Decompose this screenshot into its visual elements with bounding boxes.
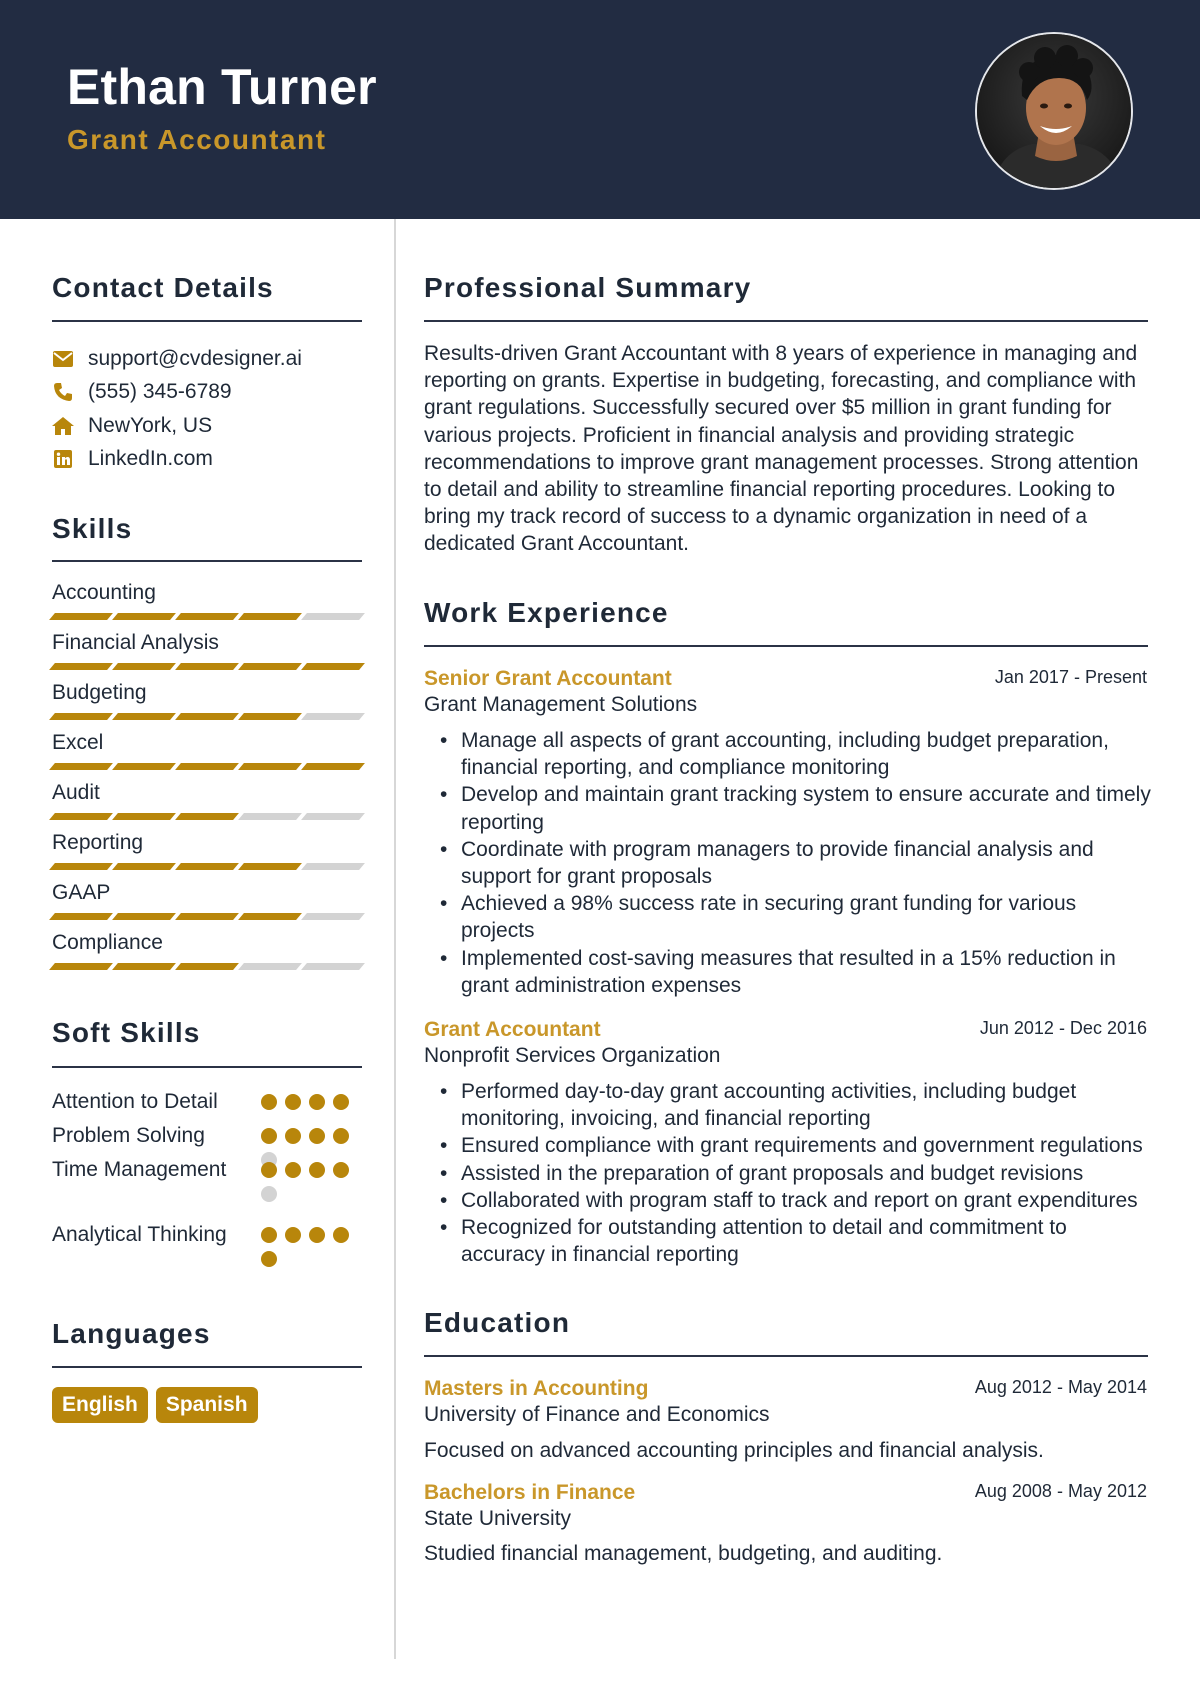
job-title: Grant Accountant xyxy=(424,1018,601,1041)
education-degree: Bachelors in Finance xyxy=(424,1481,636,1504)
skills-heading: Skills xyxy=(52,513,133,544)
job-dates: Jun 2012 - Dec 2016 xyxy=(979,1018,1147,1038)
home-icon xyxy=(52,415,74,437)
contact-heading: Contact Details xyxy=(52,272,274,303)
skill-level-segment xyxy=(49,613,113,620)
job-bullet: • Collaborated with program staff to track and report on grant expenditures xyxy=(440,1187,1152,1214)
skill-level-segment xyxy=(112,913,176,920)
languages-rule xyxy=(52,1366,362,1368)
summary-heading: Professional Summary xyxy=(424,272,752,303)
avatar xyxy=(975,32,1133,190)
resume-header xyxy=(0,0,1200,219)
language-badge: Spanish xyxy=(156,1387,258,1423)
skill-item xyxy=(52,681,362,705)
skill-level-segment xyxy=(175,663,239,670)
skill-item xyxy=(52,781,362,805)
contact-location xyxy=(52,414,212,438)
contact-email-text: support@cvdesigner.ai xyxy=(88,347,302,370)
job-bullet: • Ensured compliance with grant requirements and government regulations xyxy=(440,1132,1152,1159)
skill-level-segment xyxy=(175,763,239,770)
education-school: University of Finance and Economics xyxy=(424,1403,770,1426)
skill-level-segment xyxy=(175,913,239,920)
skill-level-segment xyxy=(301,613,365,620)
linkedin-icon xyxy=(52,448,74,470)
experience-rule xyxy=(424,645,1148,647)
job-bullet: • Manage all aspects of grant accounting, including budget preparation, financial reporting, and compliance monitoring xyxy=(440,727,1152,781)
skill-level-segment xyxy=(49,863,113,870)
skill-level-segment xyxy=(238,813,302,820)
skill-level-bars xyxy=(52,613,362,620)
soft-skill-label: Time Management xyxy=(52,1158,227,1181)
skill-level-segment xyxy=(112,713,176,720)
soft-skill-level-dot xyxy=(333,1162,349,1178)
soft-skill-item xyxy=(52,1221,362,1248)
soft-skill-level-dot xyxy=(333,1128,349,1144)
skill-level-segment xyxy=(175,613,239,620)
soft-skill-level-dot xyxy=(333,1094,349,1110)
skill-level-segment xyxy=(175,713,239,720)
skill-level-segment xyxy=(112,963,176,970)
skill-level-bars xyxy=(52,713,362,720)
skill-item xyxy=(52,831,362,855)
languages-list xyxy=(52,1387,258,1423)
skill-label: Excel xyxy=(52,731,104,754)
contact-location-text: NewYork, US xyxy=(88,414,213,437)
education-school: State University xyxy=(424,1507,572,1530)
skill-level-segment xyxy=(112,663,176,670)
soft-skill-level-dot xyxy=(261,1094,277,1110)
skill-level-segment xyxy=(238,613,302,620)
soft-skill-level-dot xyxy=(309,1162,325,1178)
soft-skill-level-dots xyxy=(261,1094,351,1110)
education-note: Focused on advanced accounting principles and financial analysis. xyxy=(424,1439,1044,1462)
soft-skill-level-dot xyxy=(309,1227,325,1243)
skill-level-segment xyxy=(238,663,302,670)
soft-skill-level-dots xyxy=(261,1227,351,1267)
skill-level-segment xyxy=(49,963,113,970)
soft-skill-label: Analytical Thinking xyxy=(52,1223,227,1246)
soft-skill-level-dot xyxy=(261,1227,277,1243)
skill-level-bars xyxy=(52,663,362,670)
skill-level-segment xyxy=(49,763,113,770)
soft-skill-level-dot xyxy=(285,1128,301,1144)
candidate-title: Grant Accountant xyxy=(67,124,327,155)
job-organization: Grant Management Solutions xyxy=(424,693,698,716)
skill-level-segment xyxy=(175,963,239,970)
skill-level-segment xyxy=(301,713,365,720)
skill-level-bars xyxy=(52,763,362,770)
education-degree: Masters in Accounting xyxy=(424,1377,649,1400)
job-bullets xyxy=(440,1078,1152,1268)
soft-skill-label: Attention to Detail xyxy=(52,1090,218,1113)
contact-rule xyxy=(52,320,362,322)
candidate-name: Ethan Turner xyxy=(67,59,377,115)
languages-heading: Languages xyxy=(52,1318,211,1349)
soft-skill-level-dot xyxy=(285,1094,301,1110)
skill-item xyxy=(52,881,362,905)
skill-level-bars xyxy=(52,863,362,870)
job-bullets xyxy=(440,727,1152,999)
education-note: Studied financial management, budgeting, and auditing. xyxy=(424,1542,943,1565)
education-dates: Aug 2008 - May 2012 xyxy=(974,1481,1147,1501)
skill-level-segment xyxy=(238,863,302,870)
skill-level-segment xyxy=(112,763,176,770)
skill-level-segment xyxy=(301,963,365,970)
contact-email[interactable] xyxy=(52,347,302,371)
skill-level-segment xyxy=(301,863,365,870)
skill-level-segment xyxy=(301,913,365,920)
education-dates: Aug 2012 - May 2014 xyxy=(974,1377,1147,1397)
soft-skill-item xyxy=(52,1088,362,1115)
skill-level-segment xyxy=(112,813,176,820)
skill-level-segment xyxy=(112,613,176,620)
soft-skill-level-dot xyxy=(309,1094,325,1110)
skill-label: Accounting xyxy=(52,581,156,604)
skill-level-bars xyxy=(52,963,362,970)
skill-label: Compliance xyxy=(52,931,163,954)
job-dates: Jan 2017 - Present xyxy=(994,667,1147,687)
soft-skill-level-dot xyxy=(285,1162,301,1178)
soft-skill-level-dot xyxy=(285,1227,301,1243)
soft-skill-level-dots xyxy=(261,1162,351,1202)
envelope-icon xyxy=(52,348,74,370)
skill-level-segment xyxy=(301,763,365,770)
skill-level-segment xyxy=(175,863,239,870)
skill-item xyxy=(52,581,362,605)
soft-skill-level-dot xyxy=(261,1162,277,1178)
skill-level-bars xyxy=(52,913,362,920)
job-bullet: • Assisted in the preparation of grant proposals and budget revisions xyxy=(440,1160,1152,1187)
soft-skills-heading: Soft Skills xyxy=(52,1017,201,1048)
skill-level-segment xyxy=(301,663,365,670)
skill-level-segment xyxy=(238,713,302,720)
education-heading: Education xyxy=(424,1307,571,1338)
contact-linkedin[interactable] xyxy=(52,447,213,471)
skill-level-segment xyxy=(301,813,365,820)
job-bullet: • Performed day-to-day grant accounting activities, including budget monitoring, invoicing, and financial reporting xyxy=(440,1078,1152,1132)
education-rule xyxy=(424,1355,1148,1357)
skill-level-segment xyxy=(175,813,239,820)
summary-text: Results-driven Grant Accountant with 8 years of experience in managing and reporting on grants. Expertise in budgeting, forecasting, and compliance with grant regulations. Successfully secured over $5 million in grant funding for various projects. Proficient in financial analysis and providing strategic recommendations to improve grant management processes. Strong attention to detail and ability to streamline financial reporting procedures. Looking to bring my track record of success to a dynamic organization in need of a dedicated Grant Accountant. xyxy=(424,342,1139,556)
contact-linkedin-text: LinkedIn.com xyxy=(88,447,213,470)
job-bullet: • Achieved a 98% success rate in securing grant funding for various projects xyxy=(440,890,1152,944)
soft-skill-item xyxy=(52,1122,362,1149)
soft-skill-level-dot xyxy=(261,1186,277,1202)
job-bullet: • Implemented cost-saving measures that resulted in a 15% reduction in grant administration expenses xyxy=(440,945,1152,999)
skill-label: Audit xyxy=(52,781,100,804)
skill-item xyxy=(52,931,362,955)
skill-label: Budgeting xyxy=(52,681,147,704)
skill-level-segment xyxy=(49,913,113,920)
contact-phone-text: (555) 345-6789 xyxy=(88,380,232,403)
skill-level-segment xyxy=(238,963,302,970)
skill-level-segment xyxy=(112,863,176,870)
soft-skills-rule xyxy=(52,1066,362,1068)
job-bullet: • Recognized for outstanding attention to detail and commitment to accuracy in financial reporting xyxy=(440,1214,1152,1268)
skill-label: GAAP xyxy=(52,881,111,904)
contact-phone[interactable] xyxy=(52,380,232,404)
skills-rule xyxy=(52,560,362,562)
soft-skill-level-dot xyxy=(261,1128,277,1144)
soft-skill-item xyxy=(52,1156,362,1183)
soft-skill-level-dot xyxy=(261,1251,277,1267)
phone-icon xyxy=(52,381,74,403)
summary-rule xyxy=(424,320,1148,322)
skill-item xyxy=(52,631,362,655)
skill-label: Reporting xyxy=(52,831,144,854)
soft-skill-label: Problem Solving xyxy=(52,1124,205,1147)
soft-skill-level-dot xyxy=(309,1128,325,1144)
portrait-photo xyxy=(977,34,1133,190)
job-organization: Nonprofit Services Organization xyxy=(424,1044,721,1067)
job-bullet: • Coordinate with program managers to provide financial analysis and support for grant proposals xyxy=(440,836,1152,890)
experience-heading: Work Experience xyxy=(424,597,669,628)
skill-level-segment xyxy=(49,813,113,820)
skill-label: Financial Analysis xyxy=(52,631,219,654)
soft-skill-level-dot xyxy=(333,1227,349,1243)
skill-level-segment xyxy=(238,913,302,920)
language-badge: English xyxy=(52,1387,148,1423)
skill-level-segment xyxy=(49,663,113,670)
job-bullet: • Develop and maintain grant tracking system to ensure accurate and timely reporting xyxy=(440,781,1152,835)
skill-level-segment xyxy=(49,713,113,720)
job-title: Senior Grant Accountant xyxy=(424,667,672,690)
skill-level-segment xyxy=(238,763,302,770)
skill-level-bars xyxy=(52,813,362,820)
column-divider xyxy=(394,219,396,1659)
skill-item xyxy=(52,731,362,755)
